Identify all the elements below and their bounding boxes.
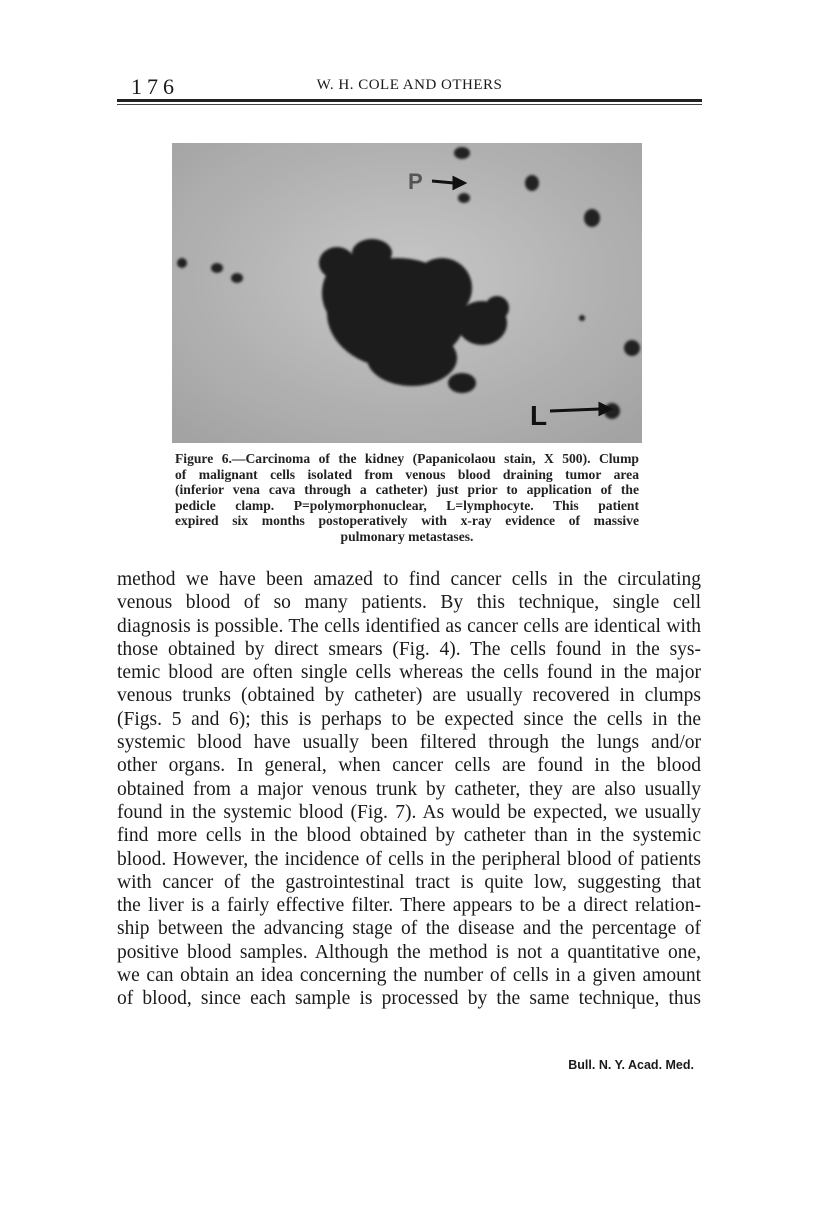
body-line: other organs. In general, when cancer cells are found in the blood — [117, 755, 701, 777]
body-text — [117, 568, 701, 1011]
micrograph-figure — [172, 143, 642, 443]
body-line: temic blood are often single cells whereas the cells found in the major — [117, 662, 701, 684]
body-line: with cancer of the gastrointestinal tract is quite low, suggesting that — [117, 871, 701, 893]
body-line: ship between the advancing stage of the disease and the percentage of — [117, 918, 701, 940]
body-line: found in the systemic blood (Fig. 7). As would be expected, we usually — [117, 801, 701, 823]
body-line: venous trunks (obtained by catheter) are usually recovered in clumps — [117, 685, 701, 707]
header-rule-thick — [117, 99, 702, 102]
figure-caption — [175, 451, 639, 544]
body-line: blood. However, the incidence of cells in the peripheral blood of patients — [117, 848, 701, 870]
body-line: positive blood samples. Although the method is not a quantitative one, — [117, 941, 701, 963]
header-rule-thin — [117, 104, 702, 105]
body-line: of blood, since each sample is processed by the same technique, thus — [117, 988, 701, 1010]
body-line: method we have been amazed to find cancer cells in the circulating — [117, 569, 701, 590]
caption-line: Figure 6.—Carcinoma of the kidney (Papanicolaou stain, X 500). Clump — [175, 451, 639, 466]
running-header — [117, 74, 702, 98]
journal-footer: Bull. N. Y. Acad. Med. — [568, 1058, 694, 1072]
body-line: obtained from a major venous trunk by catheter, they are also usually — [117, 778, 701, 800]
body-line: systemic blood have usually been filtered through the lungs and/or — [117, 732, 701, 754]
caption-line: expired six months postoperatively with x-ray evidence of massive — [175, 513, 639, 528]
caption-line: of malignant cells isolated from venous blood draining tumor area — [175, 466, 639, 482]
caption-line: pedicle clamp. P=polymorphonuclear, L=lymphocyte. This patient — [175, 497, 639, 513]
body-line: those obtained by direct smears (Fig. 4). The cells found in the sys- — [117, 638, 701, 660]
body-line: venous blood of so many patients. By this technique, single cell — [117, 592, 701, 614]
running-title: W. H. COLE AND OTHERS — [316, 77, 503, 93]
caption-line: pulmonary metastases. — [340, 528, 474, 544]
label-l: L — [530, 400, 548, 431]
body-line: (Figs. 5 and 6); this is perhaps to be expected since the cells in the — [117, 708, 701, 730]
page-number: 176 — [131, 74, 179, 99]
label-p: P — [408, 169, 423, 194]
caption-line: (inferior vena cava through a catheter) just prior to application of the — [175, 482, 639, 497]
body-line: we can obtain an idea concerning the number of cells in a given amount — [117, 965, 701, 987]
body-line: find more cells in the blood obtained by catheter than in the systemic — [117, 825, 701, 847]
body-line: the liver is a fairly effective filter. There appears to be a direct relation- — [117, 895, 701, 917]
body-line: diagnosis is possible. The cells identified as cancer cells are identical with — [117, 615, 701, 637]
